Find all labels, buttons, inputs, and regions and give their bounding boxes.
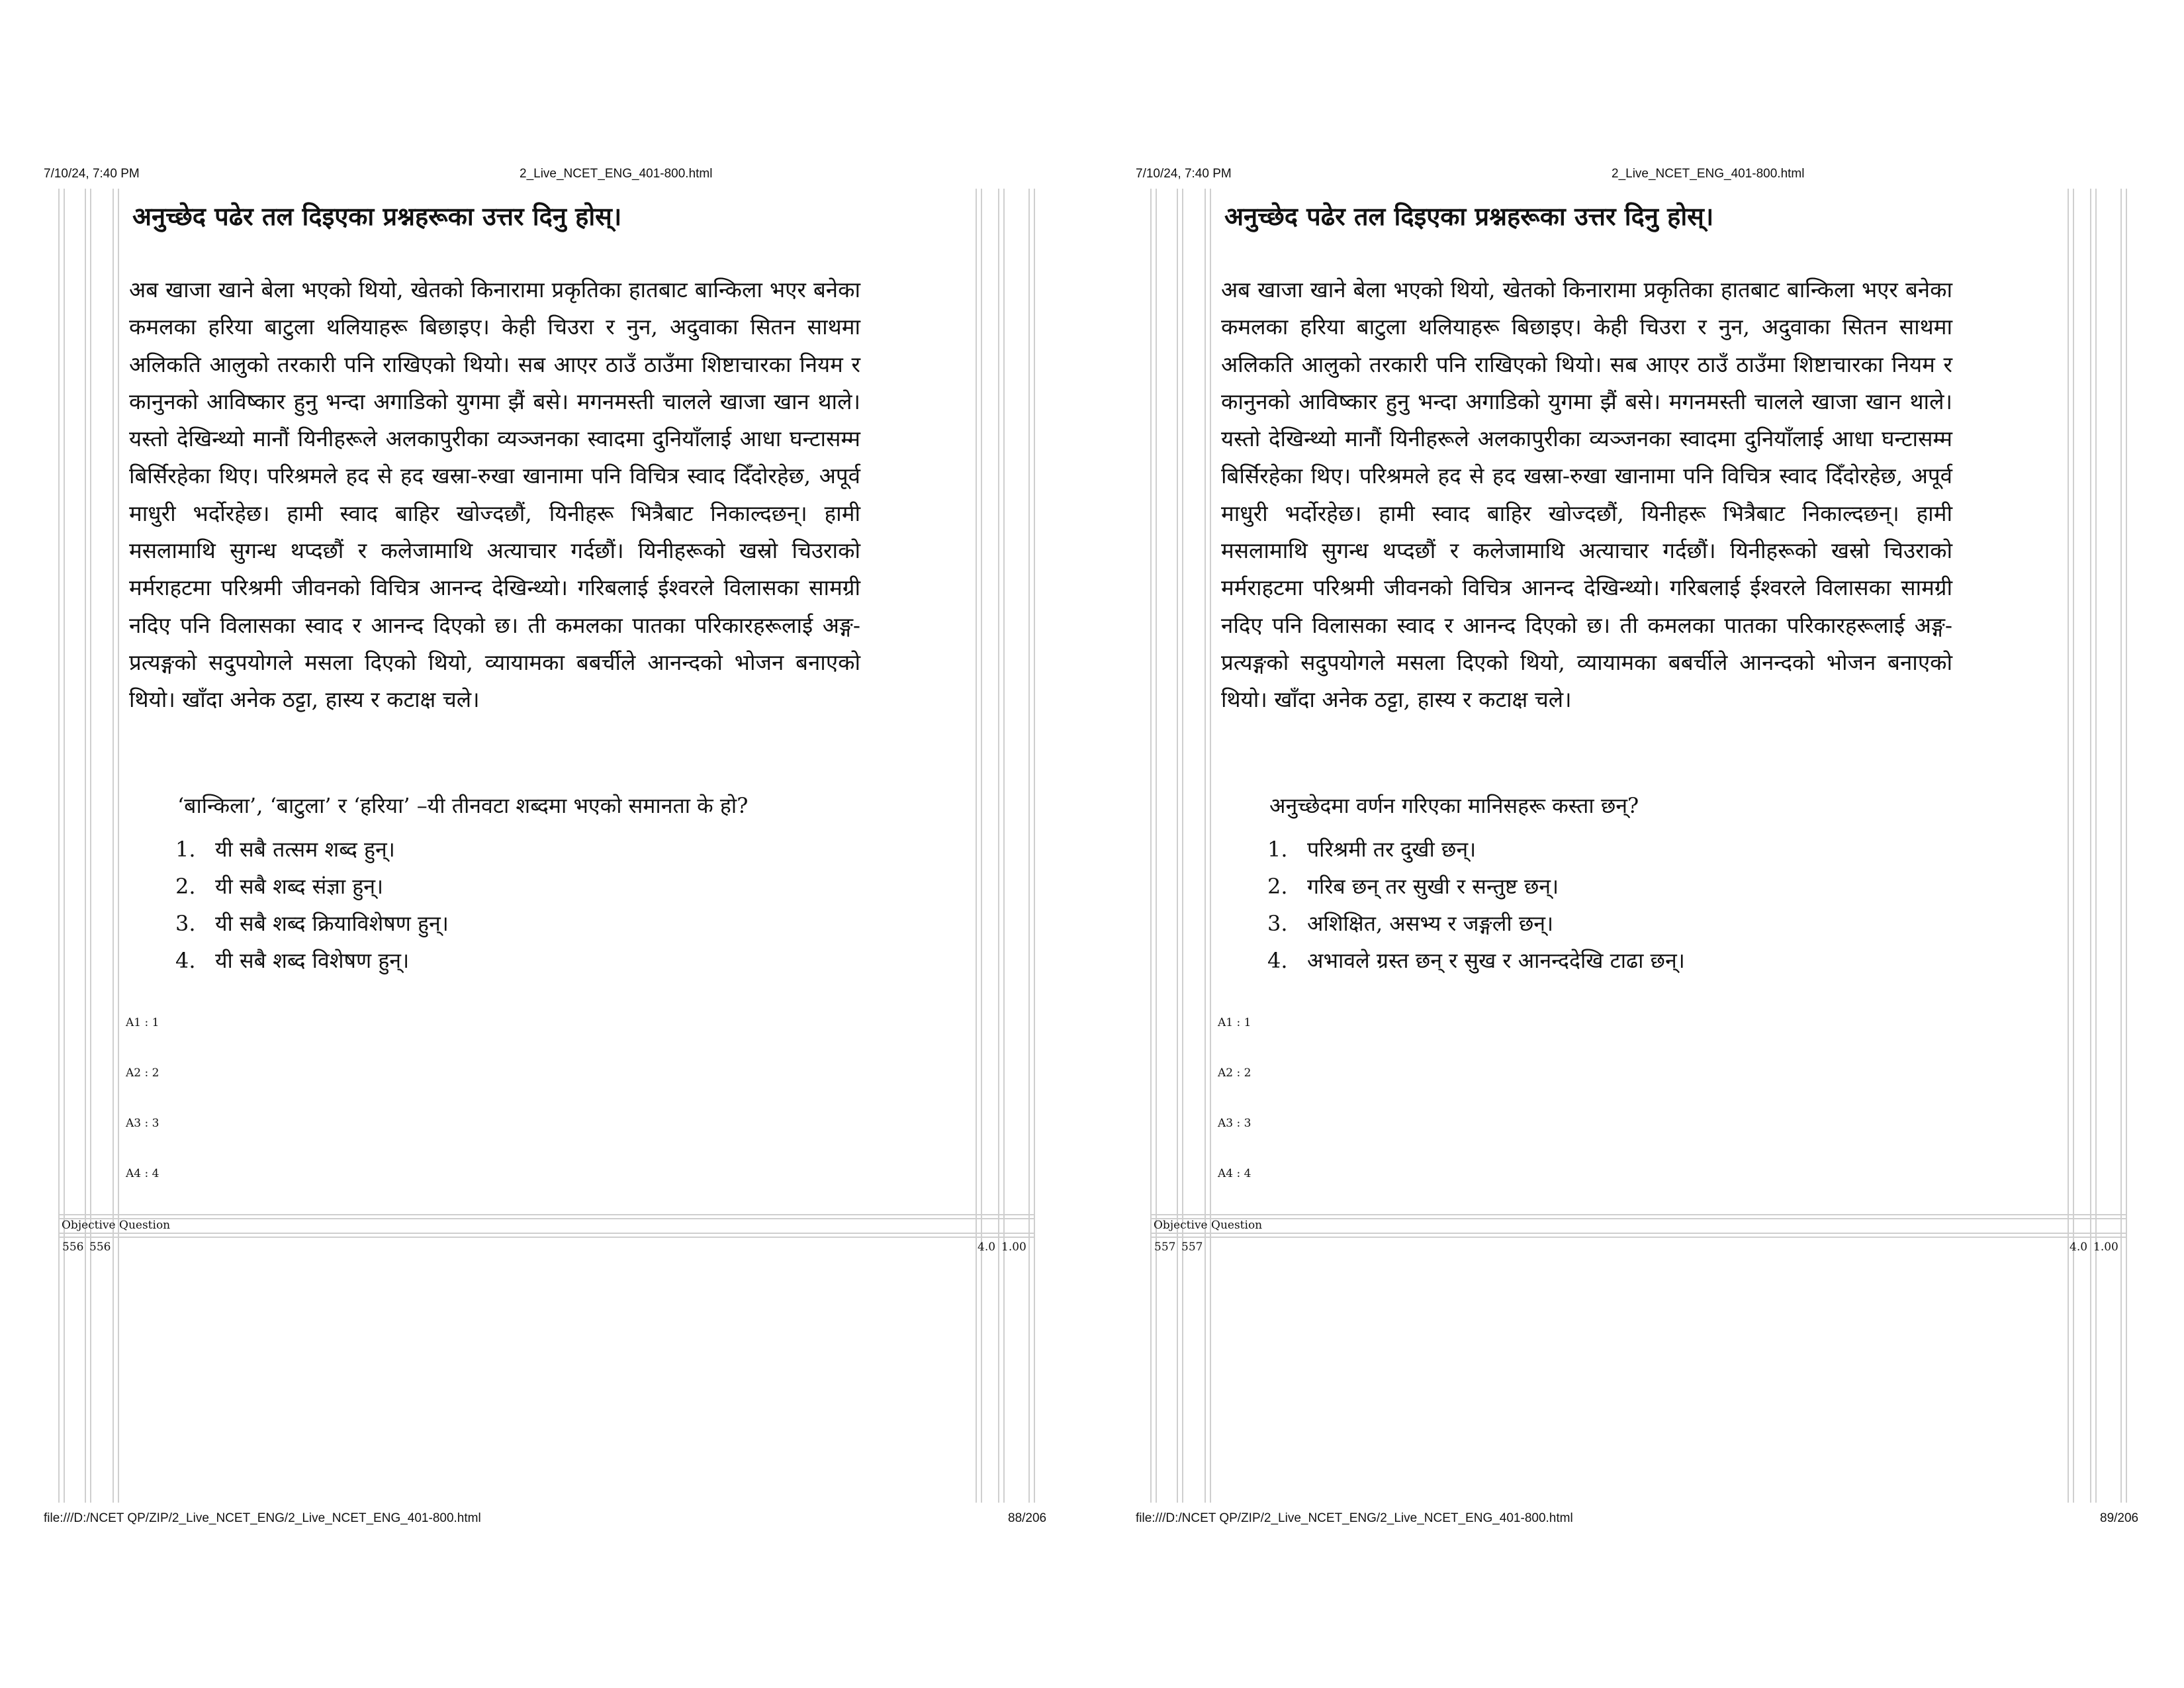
table-border-line bbox=[2068, 189, 2069, 1503]
table-border-line bbox=[85, 189, 86, 1503]
option-item bbox=[175, 942, 449, 979]
option-item bbox=[175, 905, 449, 942]
marks-cell: 4.0 bbox=[978, 1241, 996, 1254]
table-border-line bbox=[90, 189, 91, 1503]
passage-text: अब खाजा खाने बेला भएको थियो, खेतको किनारामा प्रकृतिका हातबाट बान्किला भएर बनेका कमलका हरिया बाटुला थलियाहरू बिछाइए। केही चिउरा र नुन, अदुवाका सितन साथमा अलिकति आलुको तरकारी पनि राखिएको थियो। सब आएर ठाउँ ठाउँमा शिष्टाचारका नियम र कानुनको आविष्कार हुनु भन्दा अगाडिको युगमा झैं बसे। मगनमस्ती चालले खाजा खान थाले। यस्तो देखिन्थ्यो मानौं यिनीहरूले अलकापुरीका व्यञ्जनका स्वादमा दुनियाँलाई आधा घन्टासम्म बिर्सिरहेका थिए। परिश्रमले हद से हद खस्रा-रुखा खानामा पनि विचित्र स्वाद दिँदोरहेछ, अपूर्व माधुरी भर्दोरहेछ। हामी स्वाद बाहिर खोज्दछौं, यिनीहरू भित्रैबाट निकाल्दछन्। हामी मसलामाथि सुगन्ध थप्दछौं र कलेजामाथि अत्याचार गर्दछौं। यिनीहरूको खस्रो चिउराको मर्मराहटमा परिश्रमी जीवनको विचित्र आनन्द देखिन्थ्यो। गरिबलाई ईश्वरले विलासका सामग्री नदिए पनि विलासका स्वाद र आनन्द दिएको छ। ती कमलका पातका परिकारहरूलाई अङ्ग-प्रत्यङ्गको सदुपयोगले मसला दिएको थियो, व्यायामका बबर्चीले आनन्दको भोजन बनाएको थियो। खाँदा अनेक ठट्टा, हास्य र कटाक्ष चले। bbox=[1221, 277, 1952, 713]
marks-cell: 4.0 bbox=[2070, 1241, 2088, 1254]
question-id-cell: 557 bbox=[1181, 1241, 1203, 1254]
option-item bbox=[1267, 905, 1685, 942]
question-id-cell: 556 bbox=[89, 1241, 111, 1254]
option-text: यी सबै शब्द विशेषण हुन्। bbox=[215, 948, 410, 973]
table-border-line bbox=[118, 189, 119, 1503]
passage-text: अब खाजा खाने बेला भएको थियो, खेतको किनारामा प्रकृतिका हातबाट बान्किला भएर बनेका कमलका हरिया बाटुला थलियाहरू बिछाइए। केही चिउरा र नुन, अदुवाका सितन साथमा अलिकति आलुको तरकारी पनि राखिएको थियो। सब आएर ठाउँ ठाउँमा शिष्टाचारका नियम र कानुनको आविष्कार हुनु भन्दा अगाडिको युगमा झैं बसे। मगनमस्ती चालले खाजा खान थाले। यस्तो देखिन्थ्यो मानौं यिनीहरूले अलकापुरीका व्यञ्जनका स्वादमा दुनियाँलाई आधा घन्टासम्म बिर्सिरहेका थिए। परिश्रमले हद से हद खस्रा-रुखा खानामा पनि विचित्र स्वाद दिँदोरहेछ, अपूर्व माधुरी भर्दोरहेछ। हामी स्वाद बाहिर खोज्दछौं, यिनीहरू भित्रैबाट निकाल्दछन्। हामी मसलामाथि सुगन्ध थप्दछौं र कलेजामाथि अत्याचार गर्दछौं। यिनीहरूको खस्रो चिउराको मर्मराहटमा परिश्रमी जीवनको विचित्र आनन्द देखिन्थ्यो। गरिबलाई ईश्वरले विलासका सामग्री नदिए पनि विलासका स्वाद र आनन्द दिएको छ। ती कमलका पातका परिकारहरूलाई अङ्ग-प्रत्यङ्गको सदुपयोगले मसला दिएको थियो, व्यायामका बबर्चीले आनन्दको भोजन बनाएको थियो। खाँदा अनेक ठट्टा, हास्य र कटाक्ष चले। bbox=[129, 277, 860, 713]
question-type-label: Objective Question bbox=[62, 1219, 171, 1232]
header-title: 2_Live_NCET_ENG_401-800.html bbox=[520, 167, 713, 181]
table-border-line bbox=[58, 1214, 1035, 1215]
options-list bbox=[175, 831, 449, 979]
option-number: 4. bbox=[1267, 948, 1288, 973]
option-number: 3. bbox=[175, 911, 196, 936]
table-border-line bbox=[1150, 1218, 2127, 1219]
answer-key: A2 : 2 bbox=[126, 1066, 159, 1080]
negative-marks-cell: 1.00 bbox=[1001, 1241, 1026, 1254]
table-border-line bbox=[58, 1218, 1035, 1219]
option-number: 4. bbox=[175, 948, 196, 973]
table-border-line bbox=[64, 189, 65, 1503]
table-border-line bbox=[1034, 189, 1035, 1503]
passage-heading: अनुच्छेद पढेर तल दिइएका प्रश्नहरूका उत्तर दिनु होस्। bbox=[1224, 201, 1714, 231]
header-title: 2_Live_NCET_ENG_401-800.html bbox=[1612, 167, 1805, 181]
table-border-line bbox=[1150, 1237, 2127, 1238]
table-border-line bbox=[2073, 189, 2074, 1503]
question-id-cell: 556 bbox=[62, 1241, 84, 1254]
option-number: 1. bbox=[175, 837, 196, 862]
table-border-line bbox=[1205, 189, 1206, 1503]
page-right bbox=[1092, 0, 2184, 1688]
table-border-line bbox=[1150, 189, 1152, 1503]
negative-marks-cell: 1.00 bbox=[2093, 1241, 2118, 1254]
table-border-line bbox=[1003, 189, 1005, 1503]
table-border-line bbox=[2095, 189, 2097, 1503]
table-border-line bbox=[1150, 1233, 2127, 1234]
table-border-line bbox=[58, 1237, 1035, 1238]
table-border-line bbox=[1177, 189, 1178, 1503]
option-item bbox=[1267, 868, 1685, 905]
table-border-line bbox=[58, 1233, 1035, 1234]
answer-key: A1 : 1 bbox=[126, 1016, 159, 1029]
answer-key-list bbox=[126, 1016, 159, 1217]
table-border-line bbox=[1028, 189, 1030, 1503]
option-text: अभावले ग्रस्त छन् र सुख र आनन्ददेखि टाढा छन्। bbox=[1307, 948, 1685, 973]
option-text: यी सबै तत्सम शब्द हुन्। bbox=[215, 837, 395, 862]
answer-key: A3 : 3 bbox=[1218, 1117, 1251, 1130]
option-text: यी सबै शब्द संज्ञा हुन्। bbox=[215, 874, 384, 899]
header-datetime: 7/10/24, 7:40 PM bbox=[1136, 167, 1232, 181]
table-border-line bbox=[998, 189, 999, 1503]
table-border-line bbox=[1210, 189, 1211, 1503]
question-type-label: Objective Question bbox=[1154, 1219, 1263, 1232]
option-item bbox=[1267, 831, 1685, 868]
option-item bbox=[1267, 942, 1685, 979]
answer-key: A4 : 4 bbox=[1218, 1167, 1251, 1180]
page-number: 89/206 bbox=[2100, 1511, 2139, 1525]
option-number: 3. bbox=[1267, 911, 1288, 936]
table-border-line bbox=[1156, 189, 1157, 1503]
footer-file-path: file:///D:/NCET QP/ZIP/2_Live_NCET_ENG/2_Live_NCET_ENG_401-800.html bbox=[44, 1511, 481, 1525]
answer-key-list bbox=[1218, 1016, 1251, 1217]
table-border-line bbox=[2126, 189, 2127, 1503]
table-border-line bbox=[1150, 1214, 2127, 1215]
answer-key: A2 : 2 bbox=[1218, 1066, 1251, 1080]
option-item bbox=[175, 831, 449, 868]
table-border-line bbox=[2090, 189, 2091, 1503]
options-list bbox=[1267, 831, 1685, 979]
option-text: अशिक्षित, असभ्य र जङ्गली छन्। bbox=[1307, 911, 1554, 936]
table-border-line bbox=[113, 189, 114, 1503]
option-item bbox=[175, 868, 449, 905]
table-border-line bbox=[58, 189, 60, 1503]
table-border-line bbox=[1182, 189, 1183, 1503]
option-number: 2. bbox=[1267, 874, 1288, 899]
option-text: यी सबै शब्द क्रियाविशेषण हुन्। bbox=[215, 911, 449, 936]
question-text: ‘बान्किला’, ‘बाटुला’ र ‘हरिया’ –यी तीनवटा शब्दमा भएको समानता के हो? bbox=[177, 793, 749, 818]
table-border-line bbox=[2120, 189, 2122, 1503]
option-text: गरिब छन् तर सुखी र सन्तुष्ट छन्। bbox=[1307, 874, 1559, 899]
page-number: 88/206 bbox=[1008, 1511, 1047, 1525]
table-border-line bbox=[981, 189, 982, 1503]
option-number: 1. bbox=[1267, 837, 1288, 862]
option-text: परिश्रमी तर दुखी छन्। bbox=[1307, 837, 1477, 862]
footer-file-path: file:///D:/NCET QP/ZIP/2_Live_NCET_ENG/2_Live_NCET_ENG_401-800.html bbox=[1136, 1511, 1573, 1525]
answer-key: A4 : 4 bbox=[126, 1167, 159, 1180]
option-number: 2. bbox=[175, 874, 196, 899]
question-id-cell: 557 bbox=[1154, 1241, 1176, 1254]
answer-key: A3 : 3 bbox=[126, 1117, 159, 1130]
question-text: अनुच्छेदमा वर्णन गरिएका मानिसहरू कस्ता छन्? bbox=[1269, 793, 1639, 818]
passage-heading: अनुच्छेद पढेर तल दिइएका प्रश्नहरूका उत्तर दिनु होस्। bbox=[132, 201, 622, 231]
answer-key: A1 : 1 bbox=[1218, 1016, 1251, 1029]
header-datetime: 7/10/24, 7:40 PM bbox=[44, 167, 140, 181]
table-border-line bbox=[976, 189, 977, 1503]
